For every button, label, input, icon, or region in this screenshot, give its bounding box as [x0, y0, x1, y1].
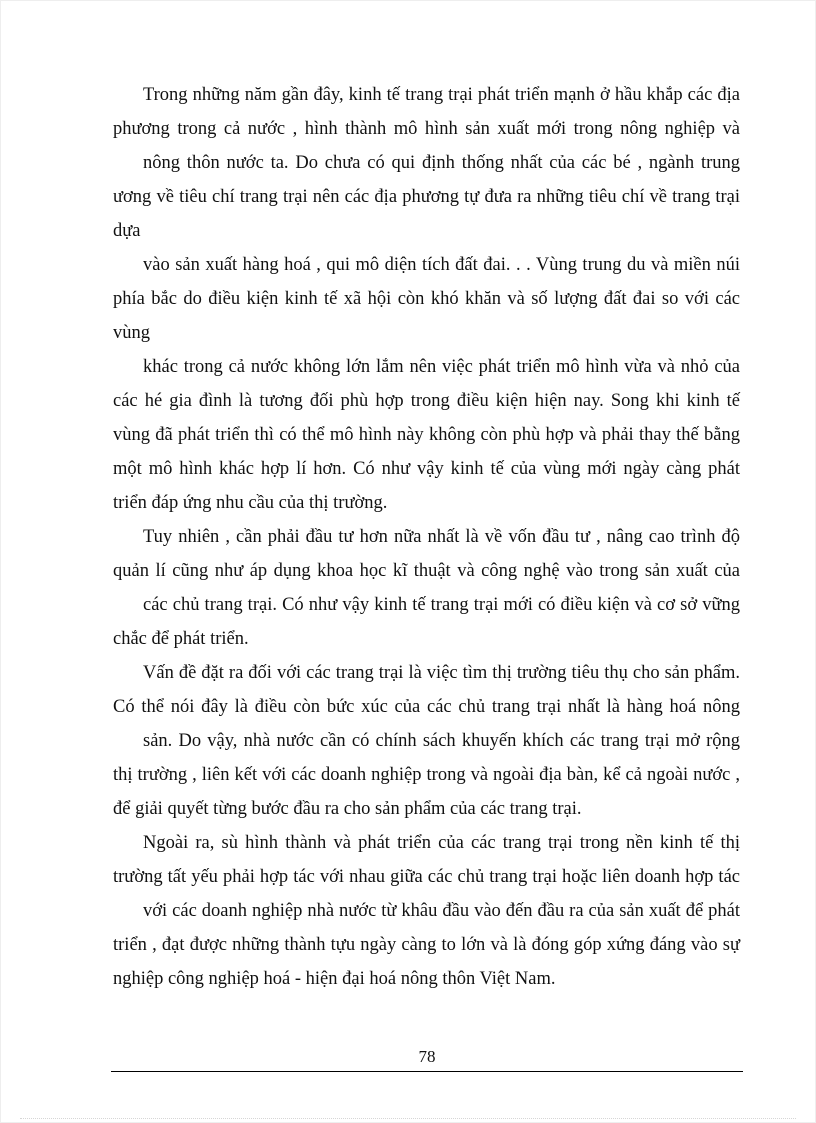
text-line: nông thôn nước ta. Do chưa có qui định thống nhất của các bé , ngành trung [143, 153, 740, 173]
text-line: quản lí cũng như áp dụng khoa học kĩ thuật và công nghệ vào trong sản xuất của [113, 561, 740, 581]
page-bottom-dotted-edge [20, 1118, 796, 1119]
text-line: Ngoài ra, sù hình thành và phát triển của các trang trại trong nền kinh tế thị [143, 833, 740, 853]
text-line: chắc để phát triển. [113, 629, 249, 649]
footer-rule [111, 1071, 743, 1072]
text-line: các hé gia đình là tương đối phù hợp trong điều kiện hiện nay. Song khi kinh tế [113, 391, 740, 411]
text-line: sản. Do vậy, nhà nước cần có chính sách khuyến khích các trang trại mở rộng [143, 731, 740, 751]
text-line: phía bắc do điều kiện kinh tế xã hội còn khó khăn và số lượng đất đai so với các [113, 289, 740, 309]
text-line: vào sản xuất hàng hoá , qui mô diện tích đất đai. . . Vùng trung du và miền núi [143, 255, 740, 275]
page-number: 78 [418, 1047, 436, 1066]
text-line: nghiệp công nghiệp hoá - hiện đại hoá nông thôn Việt Nam. [113, 969, 556, 989]
text-line: một mô hình khác hợp lí hơn. Có như vậy kinh tế của vùng mới ngày càng phát [113, 459, 740, 479]
text-line: dựa [113, 221, 141, 241]
text-line: ương về tiêu chí trang trại nên các địa phương tự đưa ra những tiêu chí về trang trại [113, 187, 740, 207]
text-line: khác trong cả nước không lớn lắm nên việc phát triển mô hình vừa và nhỏ của [143, 357, 740, 377]
text-line: vùng đã phát triển thì có thể mô hình này không còn phù hợp và phải thay thế bằng [113, 425, 740, 445]
text-line: với các doanh nghiệp nhà nước từ khâu đầu vào đến đầu ra của sản xuất để phát [143, 901, 740, 921]
text-line: Có thể nói đây là điều còn bức xúc của các chủ trang trại nhất là hàng hoá nông [113, 697, 740, 717]
text-line: trường tất yếu phải hợp tác với nhau giữa các chủ trang trại hoặc liên doanh hợp tác [113, 867, 740, 887]
text-line: thị trường , liên kết với các doanh nghiệp trong và ngoài địa bàn, kể cả ngoài nước , [113, 765, 740, 785]
text-line: Vấn đề đặt ra đối với các trang trại là việc tìm thị trường tiêu thụ cho sản phẩm. [143, 663, 740, 683]
text-line: Trong những năm gần đây, kinh tế trang trại phát triển mạnh ở hầu khắp các địa [143, 85, 740, 105]
text-line: các chủ trang trại. Có như vậy kinh tế trang trại mới có điều kiện và cơ sở vững [143, 595, 740, 615]
text-line: triển đáp ứng nhu cầu của thị trường. [113, 493, 388, 513]
text-line: để giải quyết từng bước đầu ra cho sản phẩm của các trang trại. [113, 799, 582, 819]
text-line: phương trong cả nước , hình thành mô hình sản xuất mới trong nông nghiệp và [113, 119, 740, 139]
text-line: triển , đạt được những thành tựu ngày càng to lớn và là đóng góp xứng đáng vào sự [113, 935, 740, 955]
text-line: Tuy nhiên , cần phải đầu tư hơn nữa nhất là về vốn đầu tư , nâng cao trình độ [143, 527, 740, 547]
text-line: vùng [113, 323, 150, 343]
